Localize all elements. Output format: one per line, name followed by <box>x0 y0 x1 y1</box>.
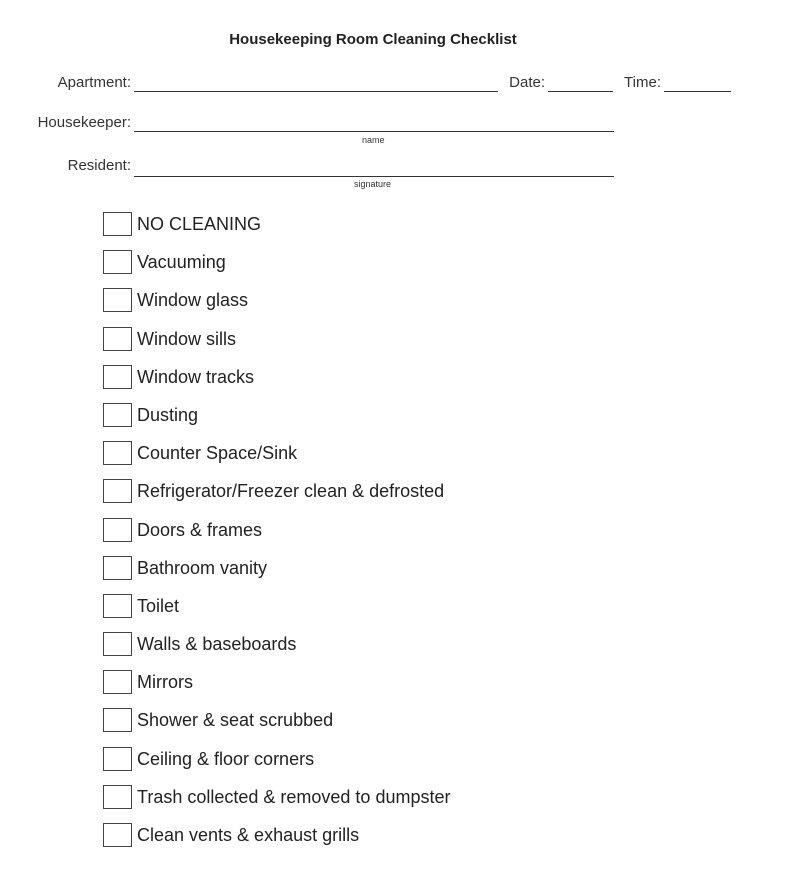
checklist-item-label: Refrigerator/Freezer clean & defrosted <box>137 481 445 502</box>
checklist-item <box>103 365 450 403</box>
checklist-item-label: Walls & baseboards <box>137 634 297 655</box>
document-title: Housekeeping Room Cleaning Checklist <box>229 31 517 48</box>
checklist-item <box>103 441 450 479</box>
resident-label: Resident: <box>67 157 131 174</box>
checklist-item-label: Mirrors <box>137 672 193 693</box>
checkbox[interactable] <box>103 556 132 580</box>
checklist-item-label: Toilet <box>137 595 180 616</box>
checkbox[interactable] <box>103 250 132 274</box>
resident-sublabel: signature <box>354 179 392 189</box>
checklist-item <box>103 747 450 785</box>
checkbox[interactable] <box>103 785 132 809</box>
checkbox[interactable] <box>103 632 132 656</box>
housekeeper-field[interactable] <box>134 131 614 132</box>
checklist-item <box>103 212 450 250</box>
checkbox[interactable] <box>103 747 132 771</box>
checklist-item <box>103 250 450 288</box>
checklist-item <box>103 556 450 594</box>
checklist-item-label: Doors & frames <box>137 519 263 540</box>
checkbox[interactable] <box>103 594 132 618</box>
checklist-item <box>103 403 450 441</box>
checklist-item-label: Clean vents & exhaust grills <box>137 825 360 845</box>
date-field[interactable] <box>548 91 613 92</box>
checklist-item-label: Counter Space/Sink <box>137 443 298 464</box>
checklist-item <box>103 327 450 365</box>
checkbox[interactable] <box>103 212 132 236</box>
housekeeper-label: Housekeeper: <box>37 114 131 131</box>
checklist-item-label: Trash collected & removed to dumpster <box>137 786 451 807</box>
checkbox[interactable] <box>103 288 132 312</box>
cleaning-checklist <box>103 212 450 861</box>
checklist-item-label: NO CLEANING <box>137 214 262 234</box>
apartment-label: Apartment: <box>57 74 131 91</box>
time-field[interactable] <box>664 91 731 92</box>
checkbox[interactable] <box>103 518 132 542</box>
resident-signature-field[interactable] <box>134 176 614 177</box>
checklist-item <box>103 785 450 823</box>
checkbox[interactable] <box>103 365 132 389</box>
checklist-item <box>103 594 450 632</box>
checklist-item-label: Window tracks <box>137 366 255 387</box>
time-label: Time: <box>624 74 661 91</box>
checkbox[interactable] <box>103 670 132 694</box>
checklist-item <box>103 632 450 670</box>
checkbox[interactable] <box>103 479 132 503</box>
date-label: Date: <box>509 74 545 91</box>
checklist-item-label: Ceiling & floor corners <box>137 748 315 769</box>
checkbox[interactable] <box>103 441 132 465</box>
checklist-item <box>103 823 450 861</box>
checklist-item <box>103 518 450 556</box>
checklist-item <box>103 670 450 708</box>
checklist-item-label: Dusting <box>137 404 199 425</box>
checklist-item-label: Shower & seat scrubbed <box>137 710 334 731</box>
checklist-item-label: Window sills <box>137 328 237 349</box>
checklist-item <box>103 708 450 746</box>
checklist-item <box>103 288 450 326</box>
checkbox[interactable] <box>103 327 132 351</box>
checkbox[interactable] <box>103 403 132 427</box>
checklist-item-label: Vacuuming <box>137 252 226 273</box>
checklist-item-label: Bathroom vanity <box>137 557 268 578</box>
checklist-item-label: Window glass <box>137 290 249 311</box>
checkbox[interactable] <box>103 823 132 847</box>
apartment-field[interactable] <box>134 91 498 92</box>
checkbox[interactable] <box>103 708 132 732</box>
housekeeper-sublabel: name <box>362 135 385 145</box>
checklist-item <box>103 479 450 517</box>
